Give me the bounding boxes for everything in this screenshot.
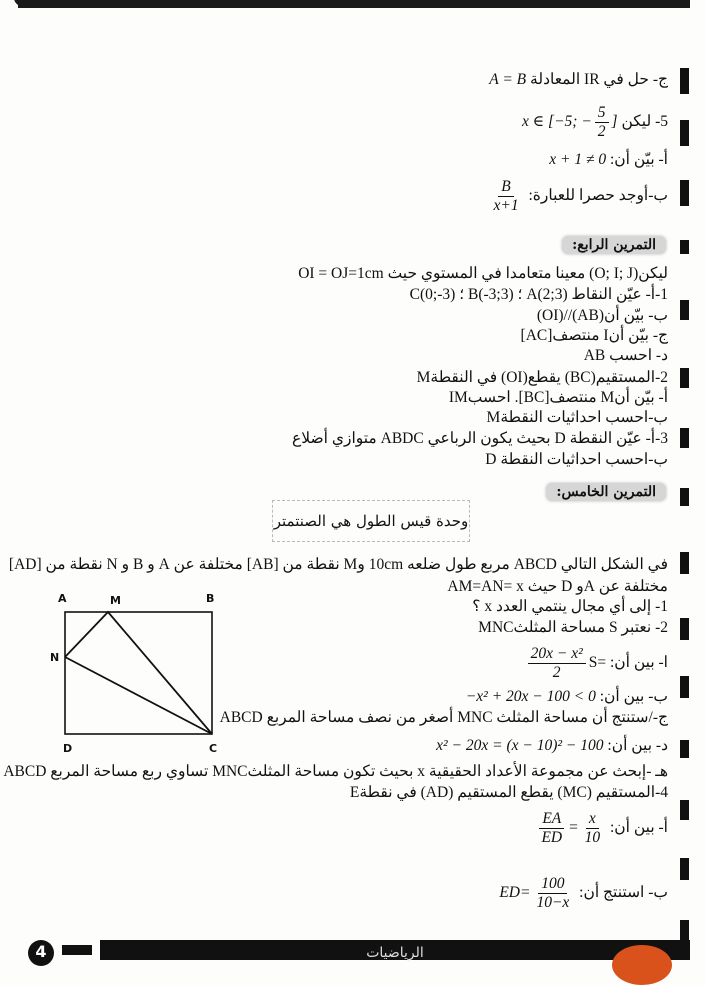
ex5-q2c: ج-/ستنتج أن مساحة المثلث MNC أصغر من نصف مساحة المربع ABCD bbox=[219, 709, 668, 726]
question-5a: أ- بيّن أن: x + 1 ≠ 0 bbox=[549, 151, 668, 168]
label-d: D bbox=[63, 742, 73, 755]
label-a: A bbox=[58, 592, 67, 605]
ex5-q4a: أ- بين أن: $\frac{EA}{ED}$ = $\frac{x}{10}$ bbox=[535, 810, 668, 847]
triangle-mnc bbox=[65, 612, 212, 734]
footer-orange-circle bbox=[612, 945, 672, 985]
ex4-line: ليكن(O; I; J) معينا متعامدا في المستوي حيث OI = OJ=1cm bbox=[298, 265, 668, 282]
question-5b: ب-أوجد حصرا للعبارة: $\frac{B}{x+1}$ bbox=[493, 178, 668, 214]
ex5-q4: 4-المستقيم (MC) يقطع المستقيم (AD) في نقطةE bbox=[349, 784, 668, 801]
ex4-line: أ- بيّن أنM منتصف[BC]. احسبIM bbox=[448, 389, 668, 406]
ex5-q2a: ا- بين أن: S= $\frac{\text{20x − x²}}{2}$ bbox=[525, 645, 668, 682]
ex5-intro: مختلفة عن Aو D حيث AM=AN= x bbox=[447, 578, 668, 595]
unit-note: وحدة قيس الطول هي الصنتمتر bbox=[272, 500, 470, 542]
ex5-q2e: هـ -إبحث عن مجموعة الأعداد الحقيقية x بحيث تكون مساحة المثلثMNC تساوي ربع مساحة المربع ABCD bbox=[3, 763, 668, 780]
ex5-q2b: ب- بين أن: −x² + 20x − 100 < 0 bbox=[465, 688, 668, 705]
ex4-line: ب- بيّن أن(AB)//(OI) bbox=[536, 307, 668, 324]
ex5-q4b: ب- استنتج أن: ED= $\frac{100}{10-x}$ bbox=[499, 875, 668, 911]
footer-dash bbox=[62, 945, 92, 955]
ex4-line: 3-أ- عيّن النقطة D بحيث يكون الرباعي ABDC متوازي أضلاع bbox=[291, 430, 668, 447]
question-5: 5- ليكن x ∈ [−5; − $\frac{5}{2}$ ] bbox=[521, 104, 668, 140]
ex4-line: ج- بيّن أنI منتصف[AC] bbox=[520, 327, 668, 344]
ex4-line: د- احسب AB bbox=[583, 347, 668, 364]
page-number: 4 bbox=[28, 940, 54, 966]
label-n: N bbox=[50, 651, 60, 664]
ex4-line: ب-احسب احداثيات النقطة D bbox=[485, 451, 668, 468]
question-c-solve: ج- حل في IR المعادلة A = B bbox=[489, 71, 668, 88]
ex5-q2d: د- بين أن: x² − 20x = (x − 10)² − 100 bbox=[436, 737, 668, 754]
ex5-intro: في الشكل التالي ABCD مربع طول ضلعه 10cm وM نقطة من [AB] مختلفة عن A و B و N نقطة من [AD] bbox=[8, 556, 668, 573]
label-c: C bbox=[209, 742, 218, 755]
square-abcd bbox=[65, 612, 212, 734]
ex4-line: 2-المستقيم(BC) يقطع(OI) في النقطةM bbox=[416, 369, 668, 386]
exercise-5-title: التمرين الخامس: bbox=[546, 483, 666, 501]
footer-subject: الرياضيات bbox=[100, 940, 690, 960]
ex5-q2: 2- نعتبر S مساحة المثلثMNC bbox=[478, 619, 668, 636]
label-m: M bbox=[110, 594, 121, 607]
ex5-q1: 1- إلى أي مجال ينتمي العدد x ؟ bbox=[472, 598, 668, 615]
ex4-line: 1-أ- عيّن النقاط A(2;3) ؛ B(-3;3) ؛ C(0;-3) bbox=[409, 286, 668, 303]
ex4-line: ب-احسب احداثيات النقطةM bbox=[486, 409, 668, 426]
exercise-4-title: التمرين الرابع: bbox=[562, 236, 666, 254]
label-b: B bbox=[206, 592, 215, 605]
